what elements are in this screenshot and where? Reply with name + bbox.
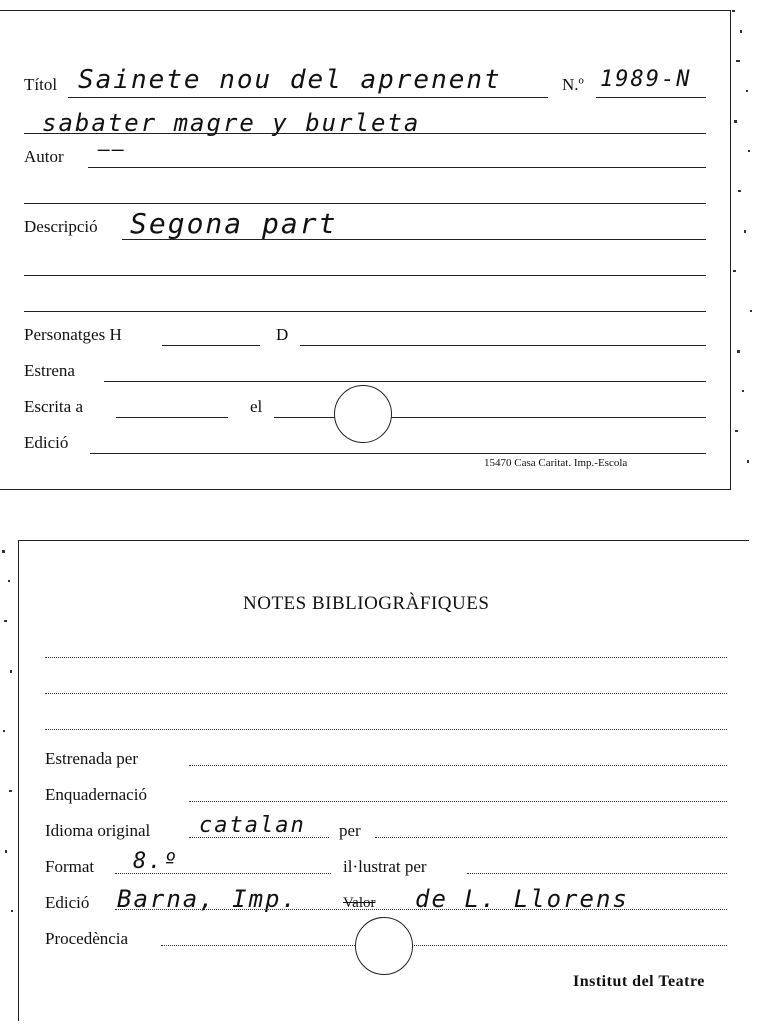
idioma-value: catalan — [199, 813, 306, 838]
descripcio-rule-2 — [24, 275, 706, 276]
numero-rule — [596, 97, 706, 98]
numero-label: N.º — [562, 75, 584, 94]
descripcio-rule-3 — [24, 311, 706, 312]
descripcio-value: Segona part — [130, 207, 338, 240]
personatges-label: Personatges H — [24, 325, 122, 344]
descripcio-label: Descripció — [24, 217, 98, 236]
autor-label: Autor — [24, 147, 64, 166]
titol-label: Títol — [24, 75, 58, 94]
autor-value: —— — [98, 137, 127, 161]
institut-stamp: Institut del Teatre — [573, 973, 705, 990]
printer-imprint: 15470 Casa Caritat. Imp.-Escola — [484, 457, 628, 469]
edicio-back-value-2: de L. Llorens — [415, 885, 629, 913]
escrita-rule — [116, 417, 228, 418]
notes-title: NOTES BIBLIOGRÀFIQUES — [243, 593, 490, 614]
procedencia-label: Procedència — [45, 929, 129, 948]
personatges-h-rule — [162, 345, 260, 346]
catalog-card-back — [18, 540, 749, 1021]
numero-value: 1989-N — [600, 67, 692, 92]
autor-rule — [88, 167, 706, 168]
format-value: 8.º — [133, 849, 179, 874]
illustrat-label: il·lustrat per — [343, 857, 427, 876]
titol-rule-2 — [24, 133, 706, 134]
edicio-back-label: Edició — [45, 893, 90, 912]
edicio-back-value: Barna, Imp. — [117, 885, 298, 913]
estrena-label: Estrena — [24, 361, 75, 380]
illustrat-line — [467, 873, 727, 874]
punch-hole-back — [355, 917, 413, 975]
personatges-d-rule — [300, 345, 706, 346]
scan-edge-noise — [728, 0, 759, 500]
edicio-rule — [90, 453, 706, 454]
estrenada-line — [189, 765, 727, 766]
notes-line-1 — [45, 657, 727, 658]
estrena-rule — [104, 381, 706, 382]
personatges-d-label: D — [276, 325, 289, 344]
punch-hole — [334, 385, 392, 443]
edicio-back-line — [115, 909, 727, 910]
escrita-label: Escrita a — [24, 397, 83, 416]
notes-line-2 — [45, 693, 727, 694]
estrenada-label: Estrenada per — [45, 749, 138, 768]
enquadernacio-line — [189, 801, 727, 802]
procedencia-line — [161, 945, 727, 946]
idioma-line — [189, 837, 329, 838]
notes-line-3 — [45, 729, 727, 730]
idioma-label: Idioma original — [45, 821, 151, 840]
format-label: Format — [45, 857, 95, 876]
per-line — [375, 837, 727, 838]
enquadernacio-label: Enquadernació — [45, 785, 147, 804]
per-label: per — [339, 821, 361, 840]
descripcio-rule — [122, 239, 706, 240]
titol-rule — [68, 97, 548, 98]
autor-rule-2 — [24, 203, 706, 204]
format-line — [115, 873, 331, 874]
valor-label: Valor — [343, 895, 376, 911]
titol-value-line1: Sainete nou del aprenent — [78, 65, 502, 95]
el-label: el — [250, 397, 263, 416]
titol-value-line2: sabater magre y burleta — [42, 109, 421, 137]
catalog-card-front — [0, 10, 731, 490]
edicio-label: Edició — [24, 433, 69, 452]
scan-edge-noise-left — [0, 540, 18, 1020]
